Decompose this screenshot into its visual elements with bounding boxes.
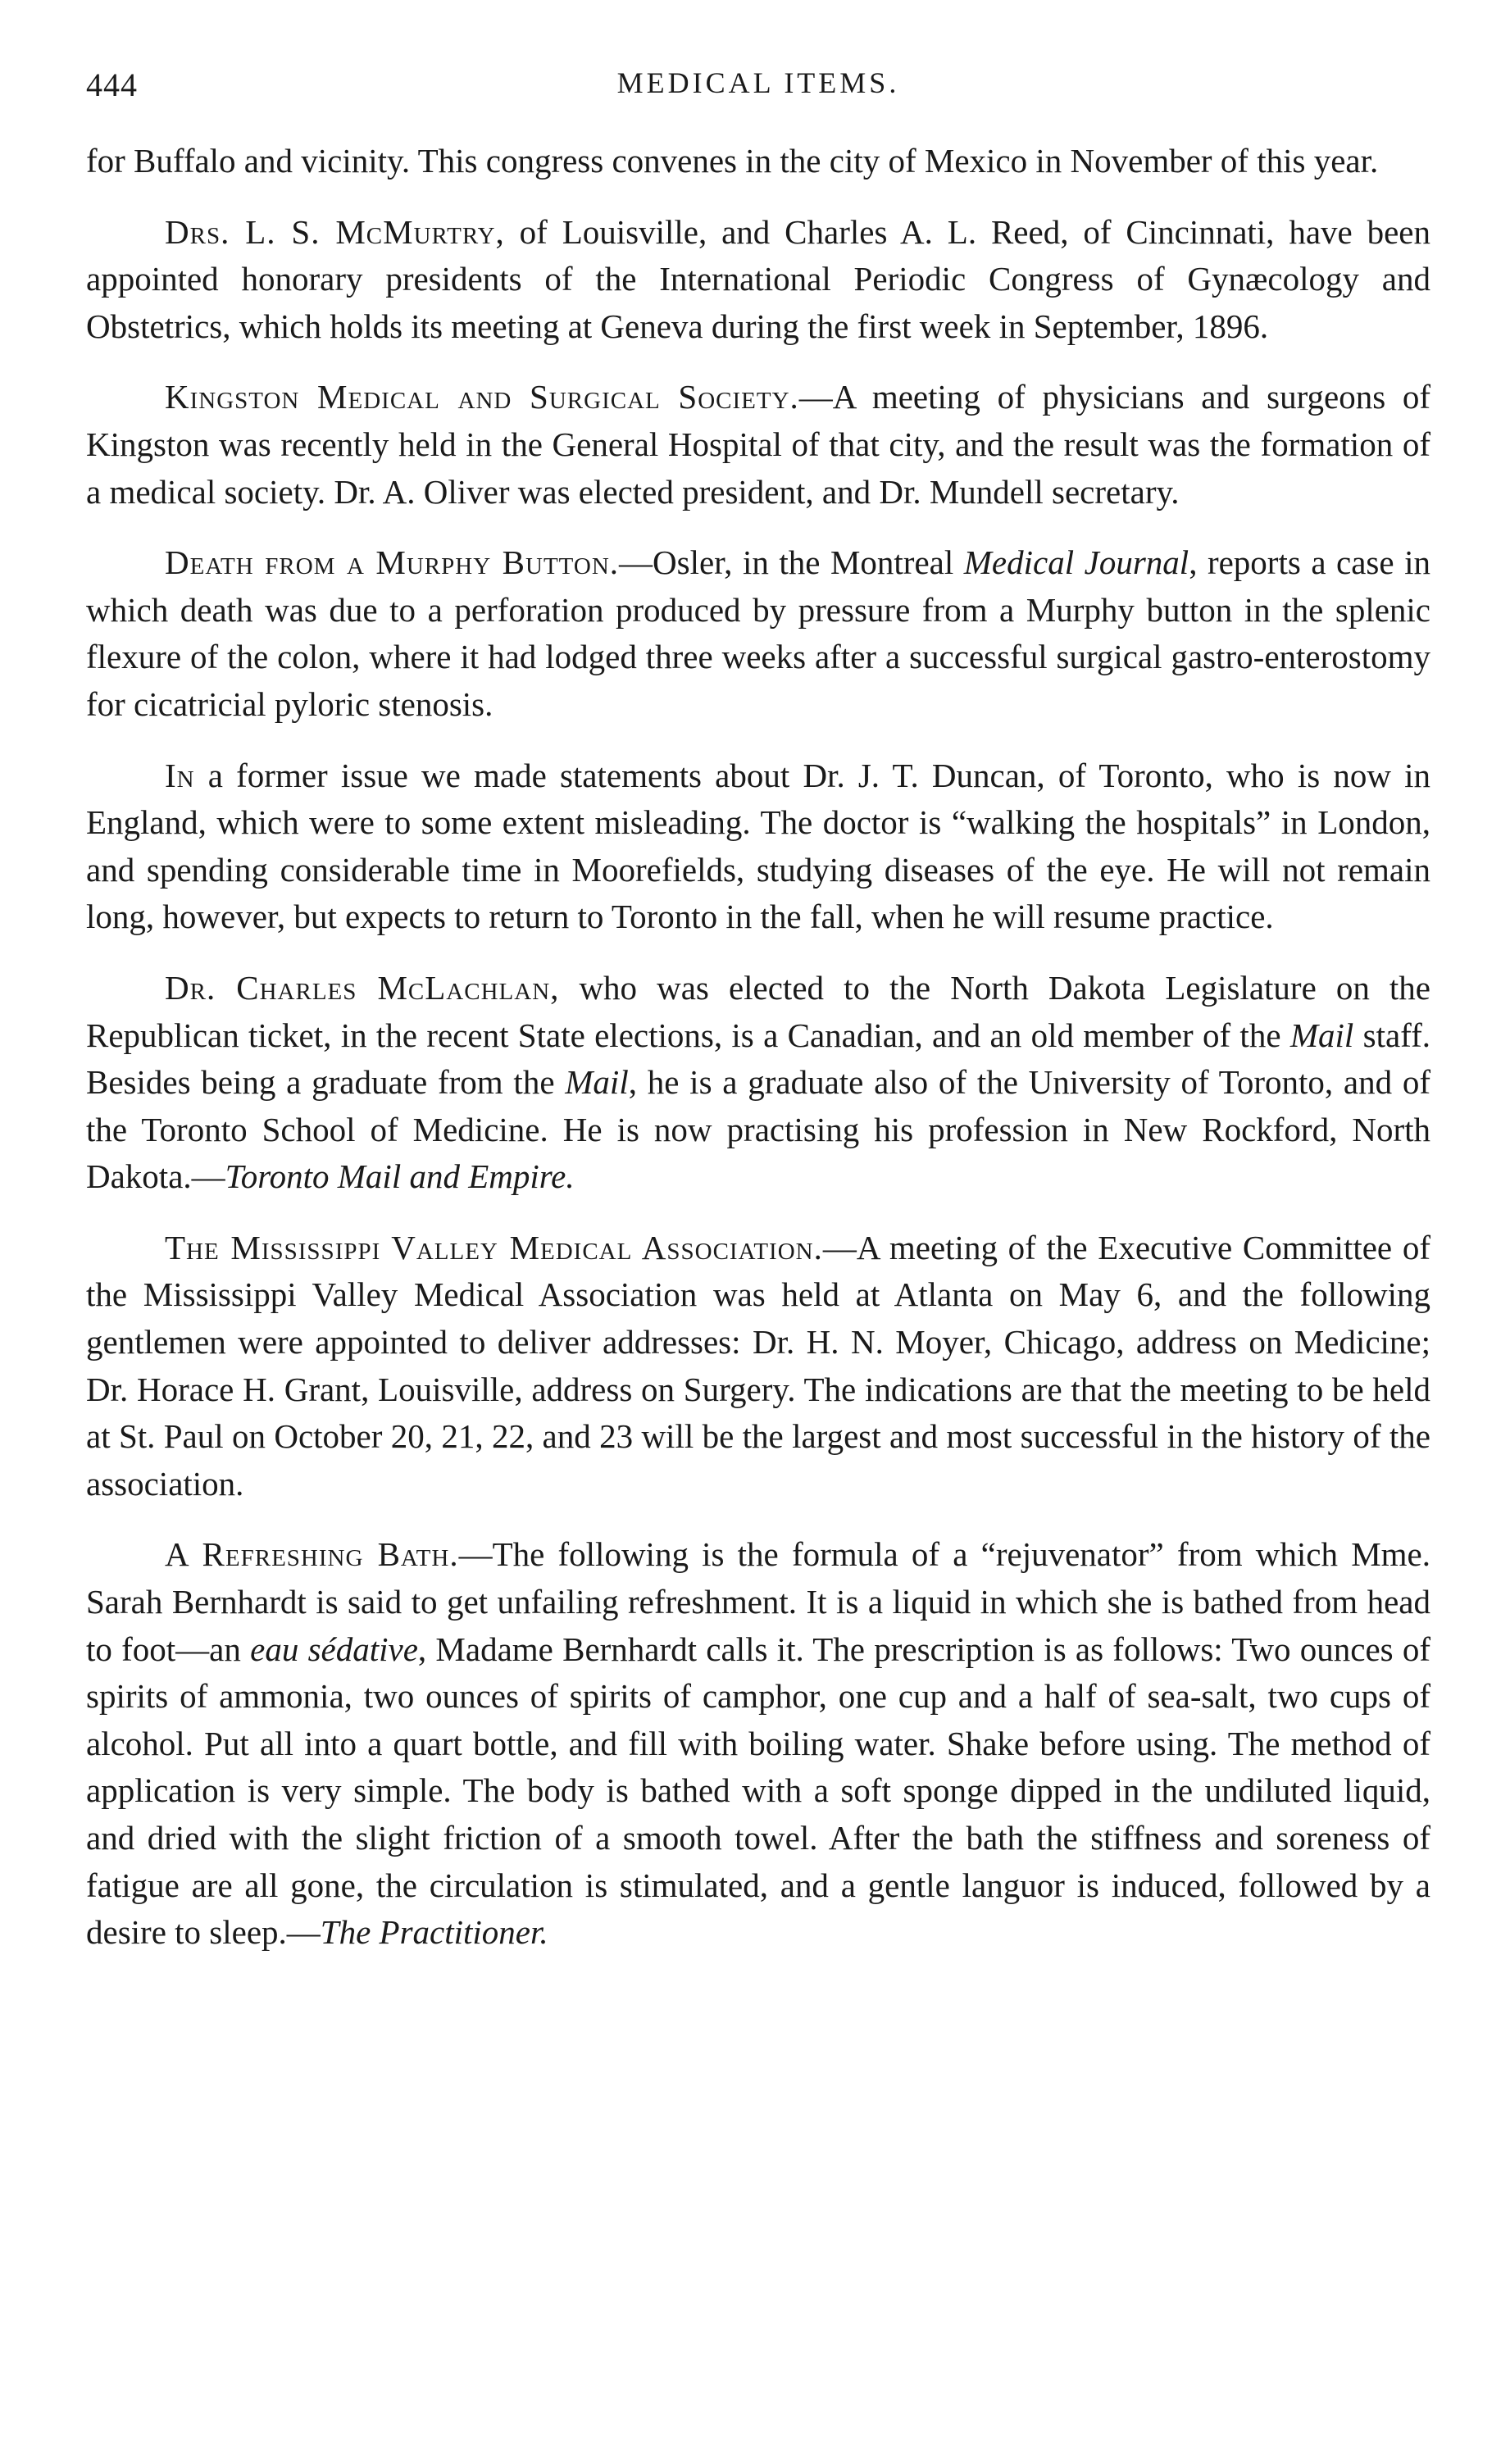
page-number: 444: [86, 66, 138, 103]
running-title: MEDICAL ITEMS.: [616, 66, 900, 99]
paragraph-murphy-button: Death from a Murphy Button.—Osler, in the Montreal Medical Journal, reports a case in which death was due to a perforation produced by pressure from a Murphy button in the splenic flexure of the colon, where it had lodged three weeks after a successful surgical gastro-enterostomy for cicatricial pyloric stenosis.: [86, 543, 1430, 723]
paragraph-lead: Kingston Medical and Surgical Society.: [165, 378, 799, 416]
paragraph-lead: Drs. L. S. McMurtry,: [165, 212, 505, 251]
paragraph-mississippi-valley: The Mississippi Valley Medical Association.—A meeting of the Executive Committee of the Mississippi Valley Medical Association was held at Atlanta on May 6, and the following gentlemen were appointed to deliver addresses: Dr. H. N. Moyer, Chicago, address on Medicine; Dr. Horace H. Grant, Louisville, address on Surgery. The indications are that the meeting to be held at St. Paul on October 20, 21, 22, and 23 will be the largest and most successful in the history of the association.: [86, 1228, 1430, 1502]
source-citation: Toronto Mail and Empire.: [225, 1157, 575, 1196]
newspaper-title: Mail: [565, 1063, 629, 1102]
paragraph-duncan: In a former issue we made statements about Dr. J. T. Duncan, of Toronto, who is now in England, which were to some extent misleading. The doctor is “walking the hospitals” in London, and spending considerable time in Moorefields, studying diseases of the eye. He will not remain long, however, but expects to return to Toronto in the fall, when he will resume practice.: [86, 756, 1430, 936]
article-body: [86, 138, 1430, 1957]
foreign-term: eau sédative: [250, 1630, 418, 1668]
paragraph-lead: The Mississippi Valley Medical Association.: [165, 1228, 823, 1266]
paragraph-buffalo-continuation: for Buffalo and vicinity. This congress convenes in the city of Mexico in November of this year.: [86, 142, 1379, 180]
paragraph-kingston-society: Kingston Medical and Surgical Society.—A meeting of physicians and surgeons of Kingston was recently held in the General Hospital of that city, and the result was the formation of a medical society. Dr. A. Oliver was elected president, and Dr. Mundell secretary.: [86, 378, 1430, 511]
newspaper-title: Mail: [1289, 1016, 1354, 1054]
paragraph-lead: Death from a Murphy Button.: [165, 543, 620, 582]
paragraph-lead: Dr. Charles McLachlan,: [165, 968, 560, 1007]
paragraph-lead: A Refreshing Bath.: [165, 1535, 459, 1574]
paragraph-refreshing-bath: A Refreshing Bath.—The following is the formula of a “rejuvenator” from which Mme. Sarah Bernhardt is said to get unfailing refreshment. It is a liquid in which she is bathed from head to foot—an eau sédative, Madame Bernhardt calls it. The prescription is as follows: Two ounces of spirits of ammonia, two ounces of spirits of camphor, one cup and a half of sea-salt, two cups of alcohol. Put all into a quart bottle, and fill with boiling water. Shake before using. The method of application is very simple. The body is bathed with a soft sponge dipped in the undiluted liquid, and dried with the slight friction of a smooth towel. After the bath the stiffness and soreness of fatigue are all gone, the circulation is stimulated, and a gentle languor is induced, followed by a desire to sleep.—The Practitioner.: [86, 1535, 1430, 1952]
source-citation: The Practitioner.: [320, 1913, 548, 1952]
paragraph-lead: In: [165, 756, 195, 794]
paragraph-mclachlan: Dr. Charles McLachlan, who was elected to the North Dakota Legislature on the Republican ticket, in the recent State elections, is a Canadian, and an old member of the Mail staff. Besides being a graduate from the Mail, he is a graduate also of the University of Toronto, and of the Toronto School of Medicine. He is now practising his profession in New Rockford, North Dakota.—Toronto Mail and Empire.: [86, 968, 1430, 1196]
page-header: [86, 66, 1430, 123]
journal-title: Medical Journal: [963, 543, 1189, 582]
book-page: [86, 66, 1430, 1980]
paragraph-mcmurtry-reed: Drs. L. S. McMurtry, of Louisville, and Charles A. L. Reed, of Cincinnati, have been appointed honorary presidents of the International Periodic Congress of Gynæcology and Obstetrics, which holds its meeting at Geneva during the first week in September, 1896.: [86, 212, 1430, 345]
